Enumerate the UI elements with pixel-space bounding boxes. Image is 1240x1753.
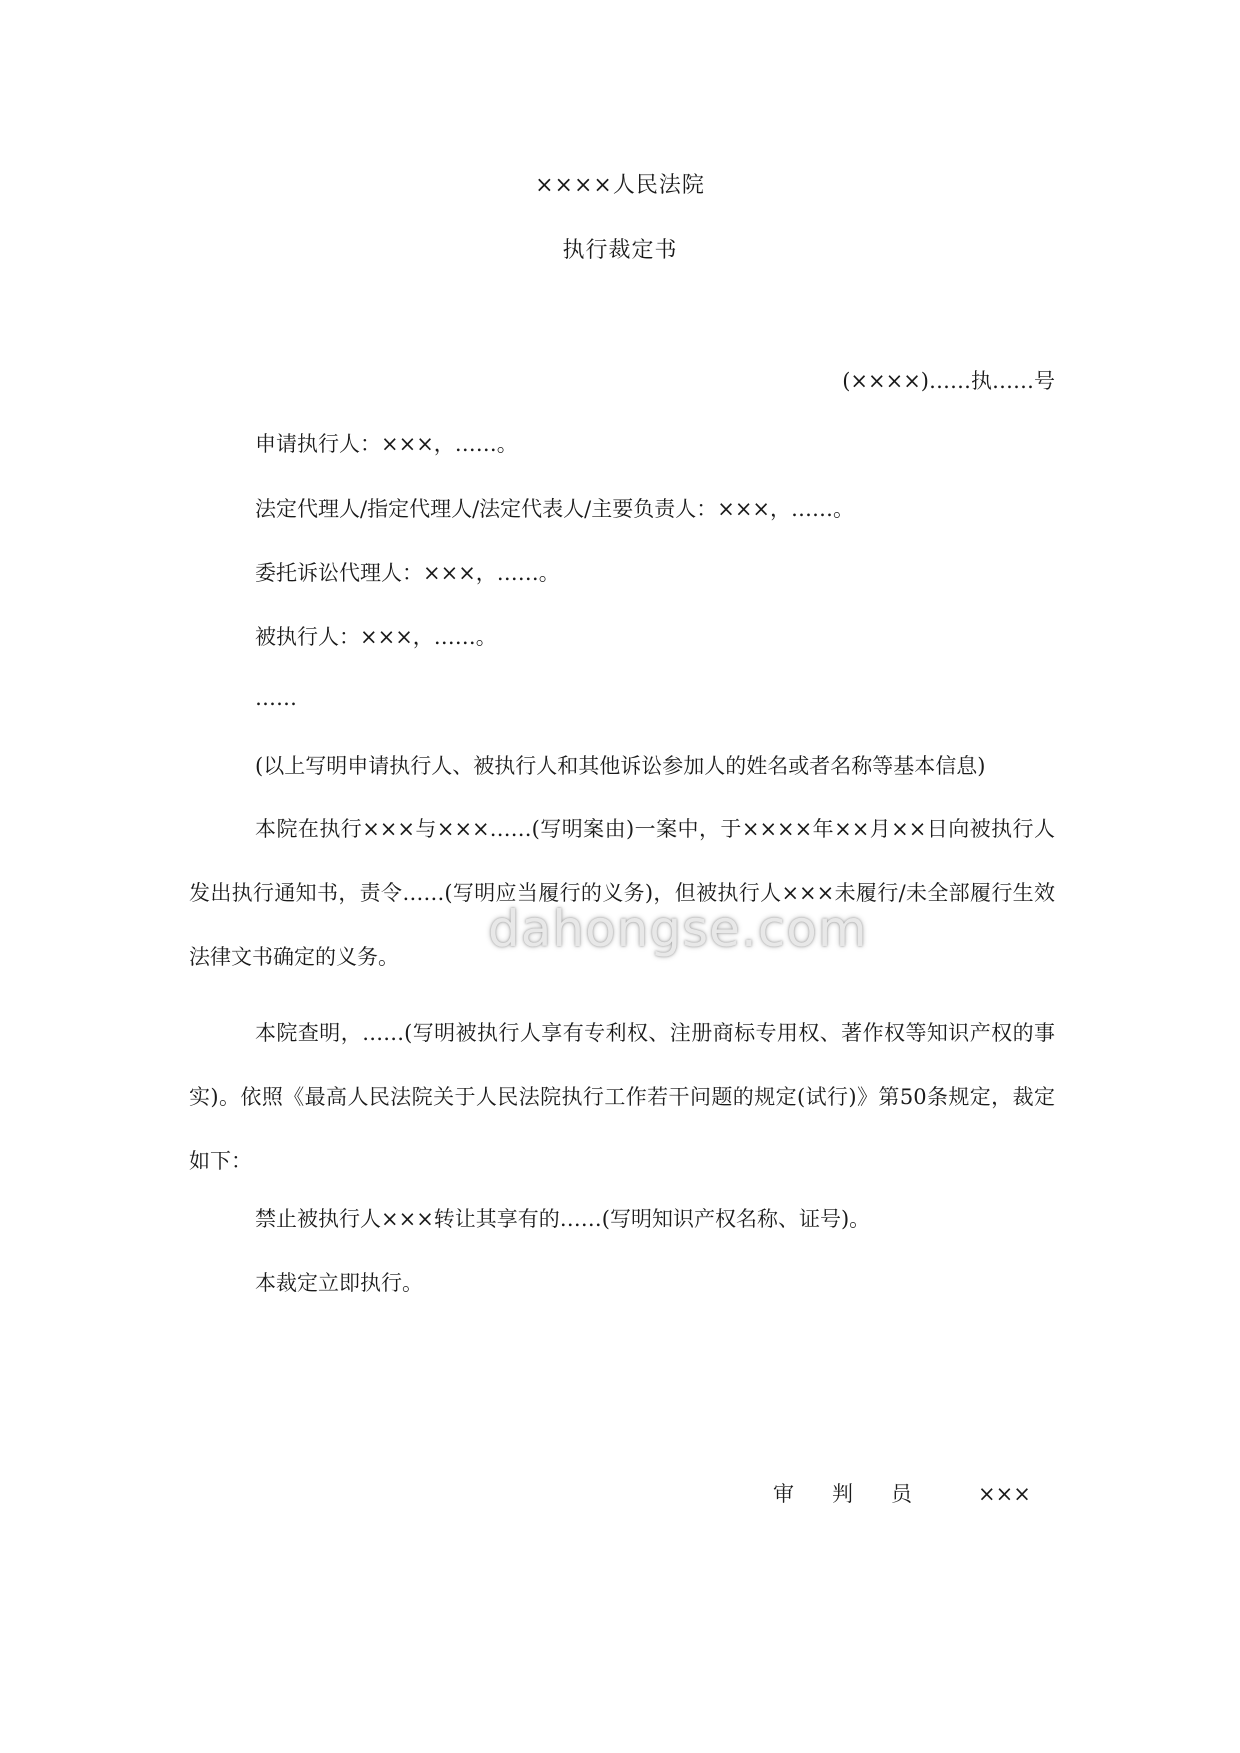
effect-text: 本裁定立即执行。 [255,1271,423,1295]
party-ellipsis: …… [255,686,297,710]
party-respondent: 被执行人：×××，……。 [255,625,497,649]
signature-block [773,1478,1031,1508]
case-number: (××××)……执……号 [842,369,1055,393]
body-paragraph-facts: 本院在执行×××与×××……(写明案由)一案中，于××××年××月××日向被执行人发出执行通知书，责令……(写明应当履行的义务)，但被执行人×××未履行/未全部履行生效法律文书确定的义务。 [189,817,1055,969]
court-name: ××××人民法院 [535,173,705,198]
party-note: (以上写明申请执行人、被执行人和其他诉讼参加人的姓名或者名称等基本信息) [255,754,986,778]
document-title: 执行裁定书 [562,238,678,263]
party-entrusted-agent: 委托诉讼代理人：×××，……。 [255,561,560,585]
party-legal-representative: 法定代理人/指定代理人/法定代表人/主要负责人：×××，……。 [255,497,855,521]
judge-name: ××× [978,1482,1031,1506]
ruling-text: 禁止被执行人×××转让其享有的……(写明知识产权名称、证号)。 [255,1207,871,1231]
body-paragraph-findings: 本院查明，……(写明被执行人享有专利权、注册商标专用权、著作权等知识产权的事实)。依照《最高人民法院关于人民法院执行工作若干问题的规定(试行)》第50条规定，裁定如下： [189,1021,1055,1173]
party-applicant: 申请执行人：×××，……。 [255,432,518,456]
judge-role: 审判员 [773,1482,950,1506]
watermark: dahongse.com [488,900,868,958]
